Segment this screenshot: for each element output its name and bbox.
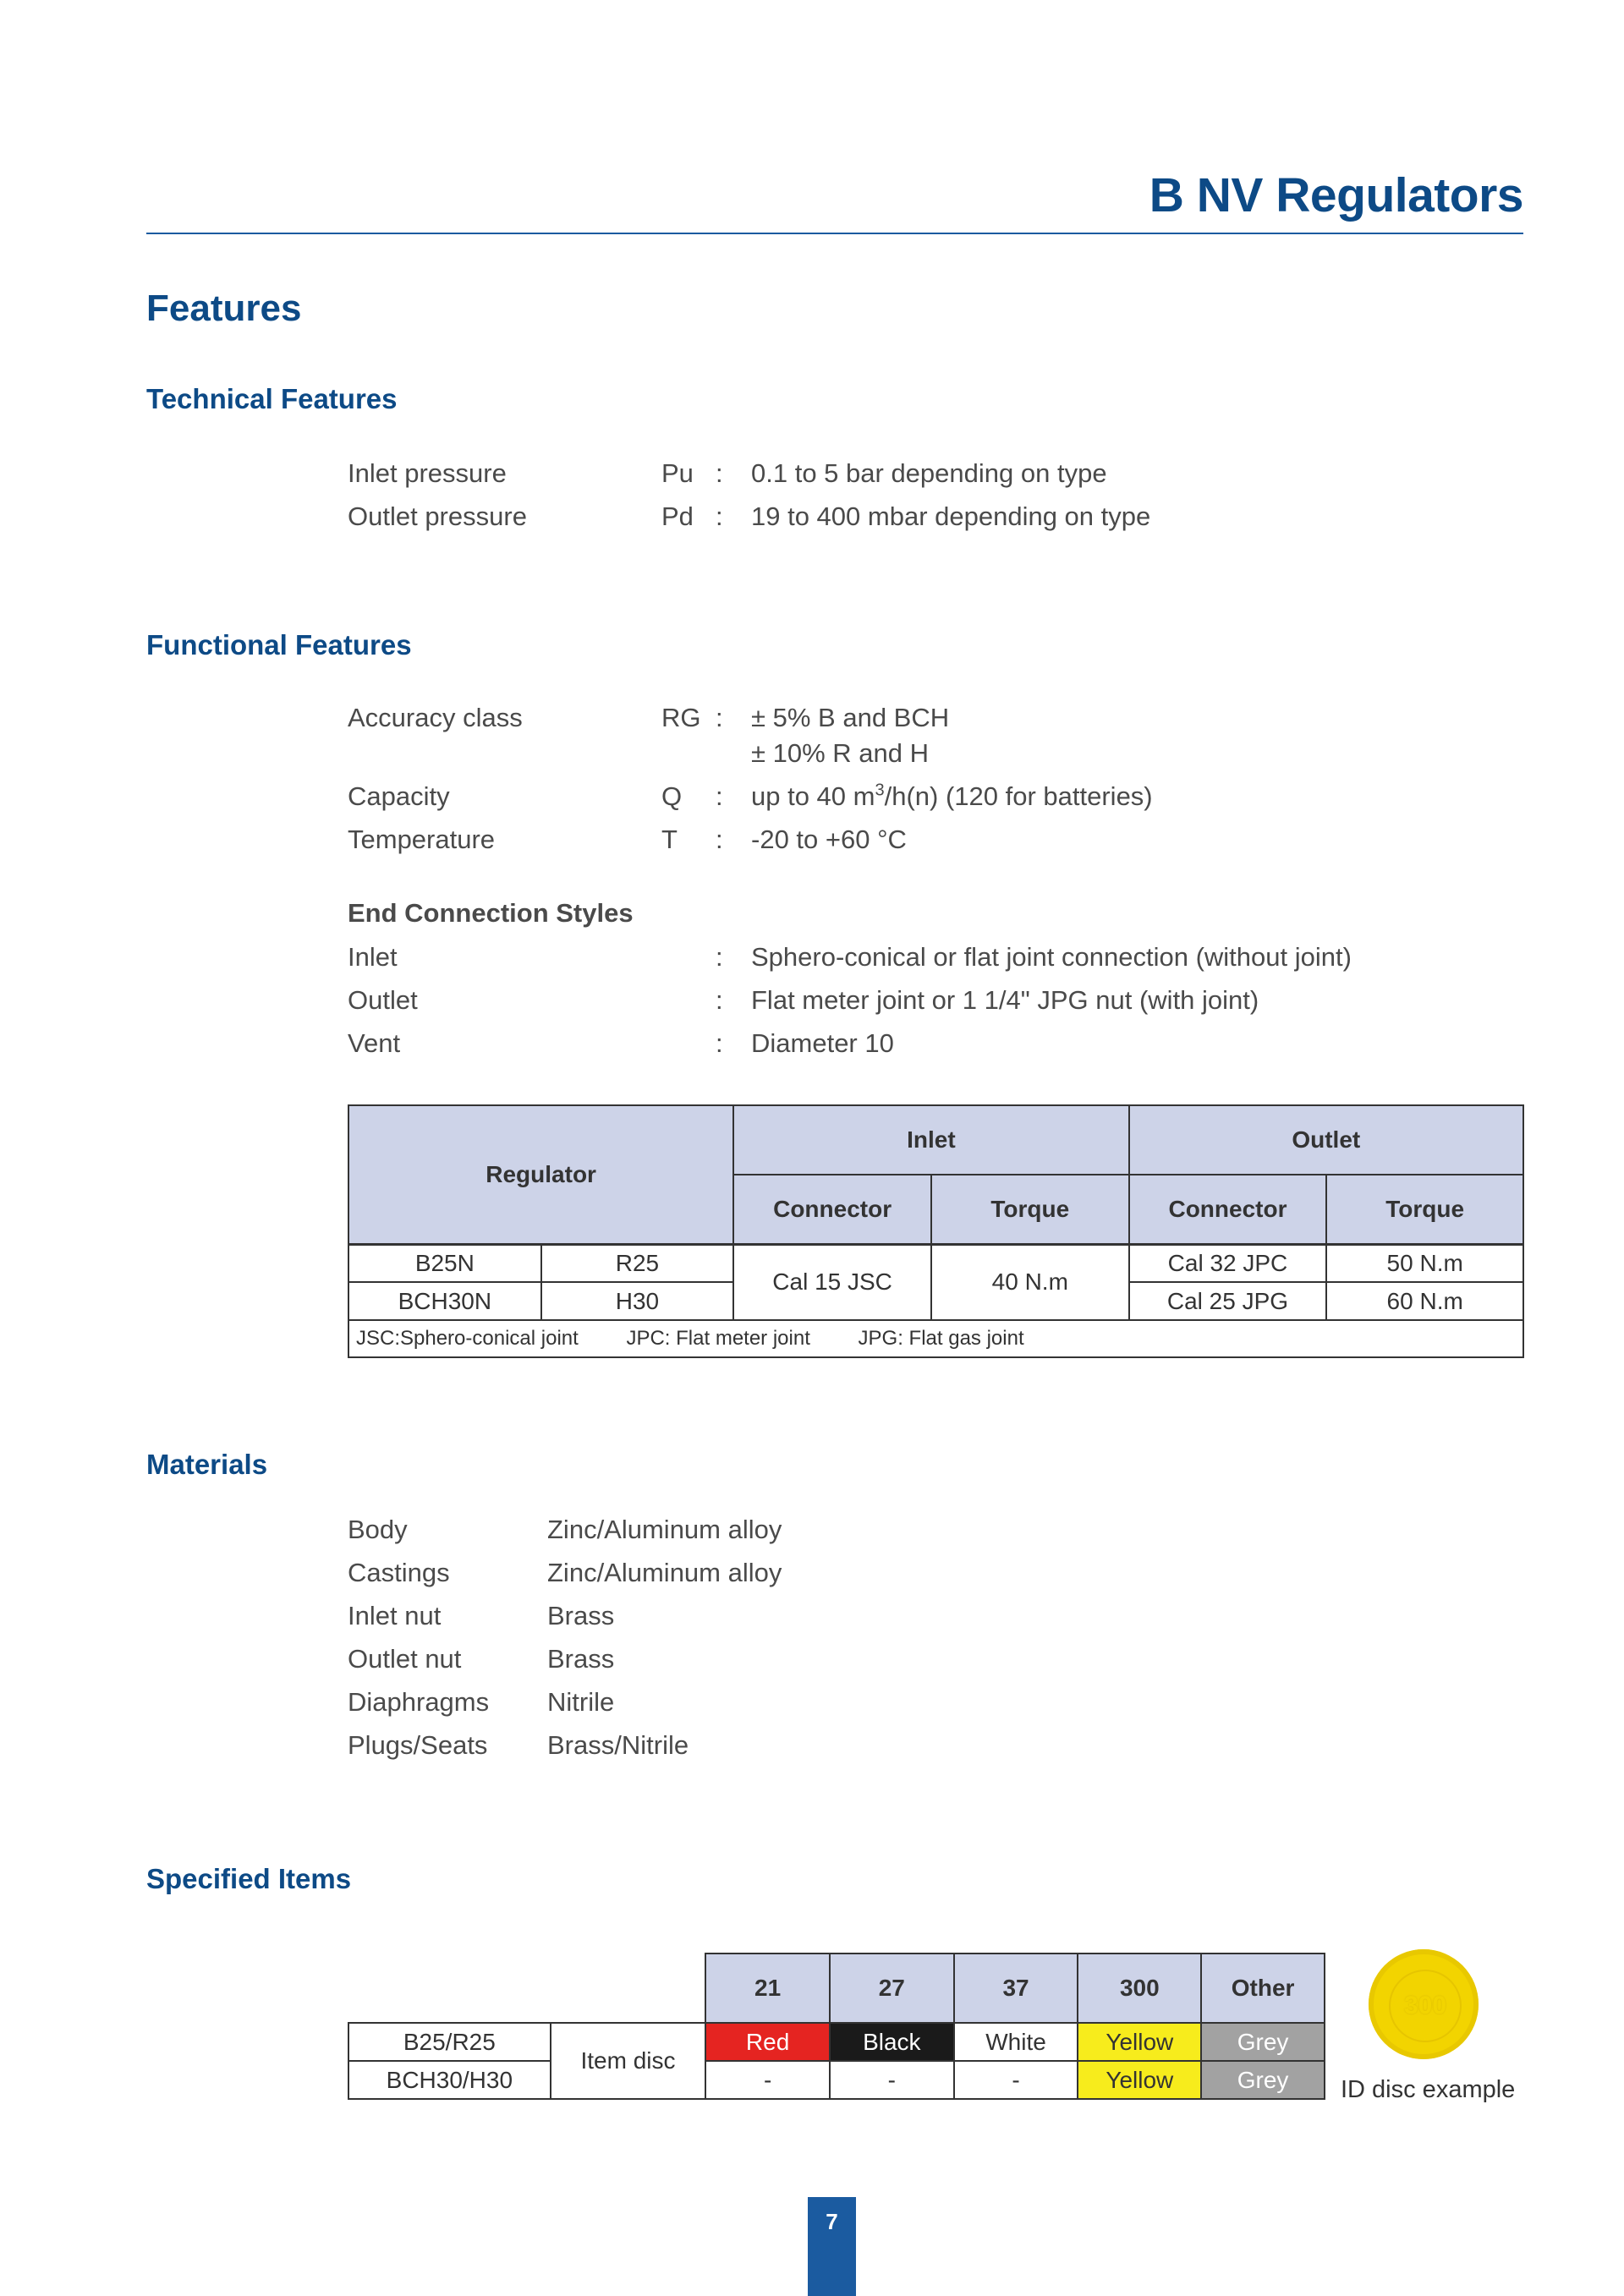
material-part: Diaphragms	[348, 1687, 490, 1717]
capacity-value-unit: /h(n) (120 for batteries)	[884, 781, 1153, 811]
model-cell: BCH30/H30	[348, 2061, 551, 2099]
inlet-pressure-symbol: Pu	[661, 458, 694, 488]
inlet-torque-header: Torque	[931, 1175, 1129, 1244]
outlet-connector-header: Connector	[1129, 1175, 1327, 1244]
material-value: Zinc/Aluminum alloy	[547, 1558, 782, 1587]
technical-features-heading: Technical Features	[146, 383, 398, 414]
colon: :	[716, 703, 723, 732]
specified-items-table	[348, 1953, 1325, 2100]
table-row	[348, 1244, 1523, 1282]
disc-col-header: Other	[1201, 1954, 1325, 2023]
model-cell: B25/R25	[348, 2023, 551, 2061]
table-row	[348, 2061, 1325, 2099]
colon: :	[716, 501, 723, 531]
color-cell: Yellow	[1078, 2061, 1201, 2099]
page-number: 7	[826, 2209, 838, 2234]
item-disc-label: Item disc	[551, 2023, 706, 2099]
material-part: Body	[348, 1515, 408, 1544]
material-value: Brass	[547, 1601, 615, 1630]
end-inlet-label: Inlet	[348, 942, 398, 972]
end-vent-value: Diameter 10	[751, 1028, 894, 1058]
inlet-pressure-label: Inlet pressure	[348, 458, 507, 488]
footnote-jsc: JSC:Sphero-conical joint	[356, 1327, 579, 1350]
end-connection-heading: End Connection Styles	[348, 898, 634, 928]
regulator-cell: H30	[541, 1282, 734, 1320]
outlet-torque-cell: 60 N.m	[1326, 1282, 1523, 1320]
colon: :	[716, 781, 723, 811]
footnote-cell	[348, 1320, 1523, 1357]
accuracy-class-symbol: RG	[661, 703, 701, 732]
material-part: Plugs/Seats	[348, 1730, 488, 1760]
outlet-pressure-symbol: Pd	[661, 501, 694, 531]
disc-col-header: 27	[830, 1954, 954, 2023]
id-disc-image	[1369, 1949, 1479, 2059]
regulator-cell: BCH30N	[348, 1282, 541, 1320]
color-cell: Grey	[1201, 2023, 1325, 2061]
disc-col-header: 300	[1078, 1954, 1201, 2023]
material-part: Inlet nut	[348, 1601, 442, 1630]
colon: :	[716, 985, 723, 1015]
specified-items-heading: Specified Items	[146, 1863, 352, 1894]
material-value: Nitrile	[547, 1687, 615, 1717]
capacity-superscript: 3	[875, 781, 885, 800]
accuracy-class-value-1: ± 5% B and BCH	[751, 703, 950, 732]
footnote-jpg: JPG: Flat gas joint	[858, 1327, 1024, 1350]
color-cell: Yellow	[1078, 2023, 1201, 2061]
color-cell: Red	[705, 2023, 830, 2061]
colon: :	[716, 458, 723, 488]
capacity-value	[751, 781, 1153, 812]
inlet-connector-cell: Cal 15 JSC	[733, 1244, 931, 1320]
color-cell: -	[705, 2061, 830, 2099]
connection-table	[348, 1104, 1524, 1358]
colon: :	[716, 942, 723, 972]
material-value: Brass/Nitrile	[547, 1730, 689, 1760]
accuracy-class-value-2: ± 10% R and H	[751, 738, 930, 768]
outlet-pressure-label: Outlet pressure	[348, 501, 527, 531]
capacity-label: Capacity	[348, 781, 450, 811]
materials-heading: Materials	[146, 1449, 268, 1480]
regulator-cell: B25N	[348, 1244, 541, 1282]
footnote-jpc: JPC: Flat meter joint	[626, 1327, 810, 1350]
disc-col-header: 37	[954, 1954, 1078, 2023]
material-part: Castings	[348, 1558, 450, 1587]
material-part: Outlet nut	[348, 1644, 462, 1674]
capacity-symbol: Q	[661, 781, 683, 811]
id-disc-number: 300	[1389, 1970, 1462, 2042]
temperature-symbol: T	[661, 825, 678, 854]
accuracy-class-label: Accuracy class	[348, 703, 523, 732]
material-value: Brass	[547, 1644, 615, 1674]
title-divider	[146, 233, 1523, 234]
inlet-header: Inlet	[733, 1105, 1128, 1175]
end-inlet-value: Sphero-conical or flat joint connection (without joint)	[751, 942, 1352, 972]
temperature-label: Temperature	[348, 825, 496, 854]
outlet-pressure-value: 19 to 400 mbar depending on type	[751, 501, 1151, 531]
inlet-torque-cell: 40 N.m	[931, 1244, 1129, 1320]
color-cell: -	[830, 2061, 954, 2099]
color-cell: White	[954, 2023, 1078, 2061]
end-outlet-label: Outlet	[348, 985, 418, 1015]
colon: :	[716, 1028, 723, 1058]
blank-cell	[348, 1954, 705, 2023]
outlet-header: Outlet	[1129, 1105, 1523, 1175]
section-title: Features	[146, 288, 302, 329]
functional-features-heading: Functional Features	[146, 629, 412, 660]
outlet-connector-cell: Cal 25 JPG	[1129, 1282, 1327, 1320]
outlet-torque-cell: 50 N.m	[1326, 1244, 1523, 1282]
id-disc-caption: ID disc example	[1341, 2076, 1516, 2103]
table-row	[348, 2023, 1325, 2061]
color-cell: Black	[830, 2023, 954, 2061]
color-cell: Grey	[1201, 2061, 1325, 2099]
regulator-header: Regulator	[348, 1105, 733, 1244]
inlet-connector-header: Connector	[733, 1175, 931, 1244]
outlet-torque-header: Torque	[1326, 1175, 1523, 1244]
regulator-cell: R25	[541, 1244, 734, 1282]
color-cell: -	[954, 2061, 1078, 2099]
table-footnote-row	[348, 1320, 1523, 1357]
capacity-value-main: up to 40 m	[751, 781, 875, 811]
outlet-connector-cell: Cal 32 JPC	[1129, 1244, 1327, 1282]
inlet-pressure-value: 0.1 to 5 bar depending on type	[751, 458, 1107, 488]
page-title: B NV Regulators	[1149, 168, 1523, 222]
end-vent-label: Vent	[348, 1028, 401, 1058]
material-value: Zinc/Aluminum alloy	[547, 1515, 782, 1544]
disc-col-header: 21	[705, 1954, 830, 2023]
colon: :	[716, 825, 723, 854]
temperature-value: -20 to +60 °C	[751, 825, 907, 854]
end-outlet-value: Flat meter joint or 1 1/4" JPG nut (with joint)	[751, 985, 1259, 1015]
